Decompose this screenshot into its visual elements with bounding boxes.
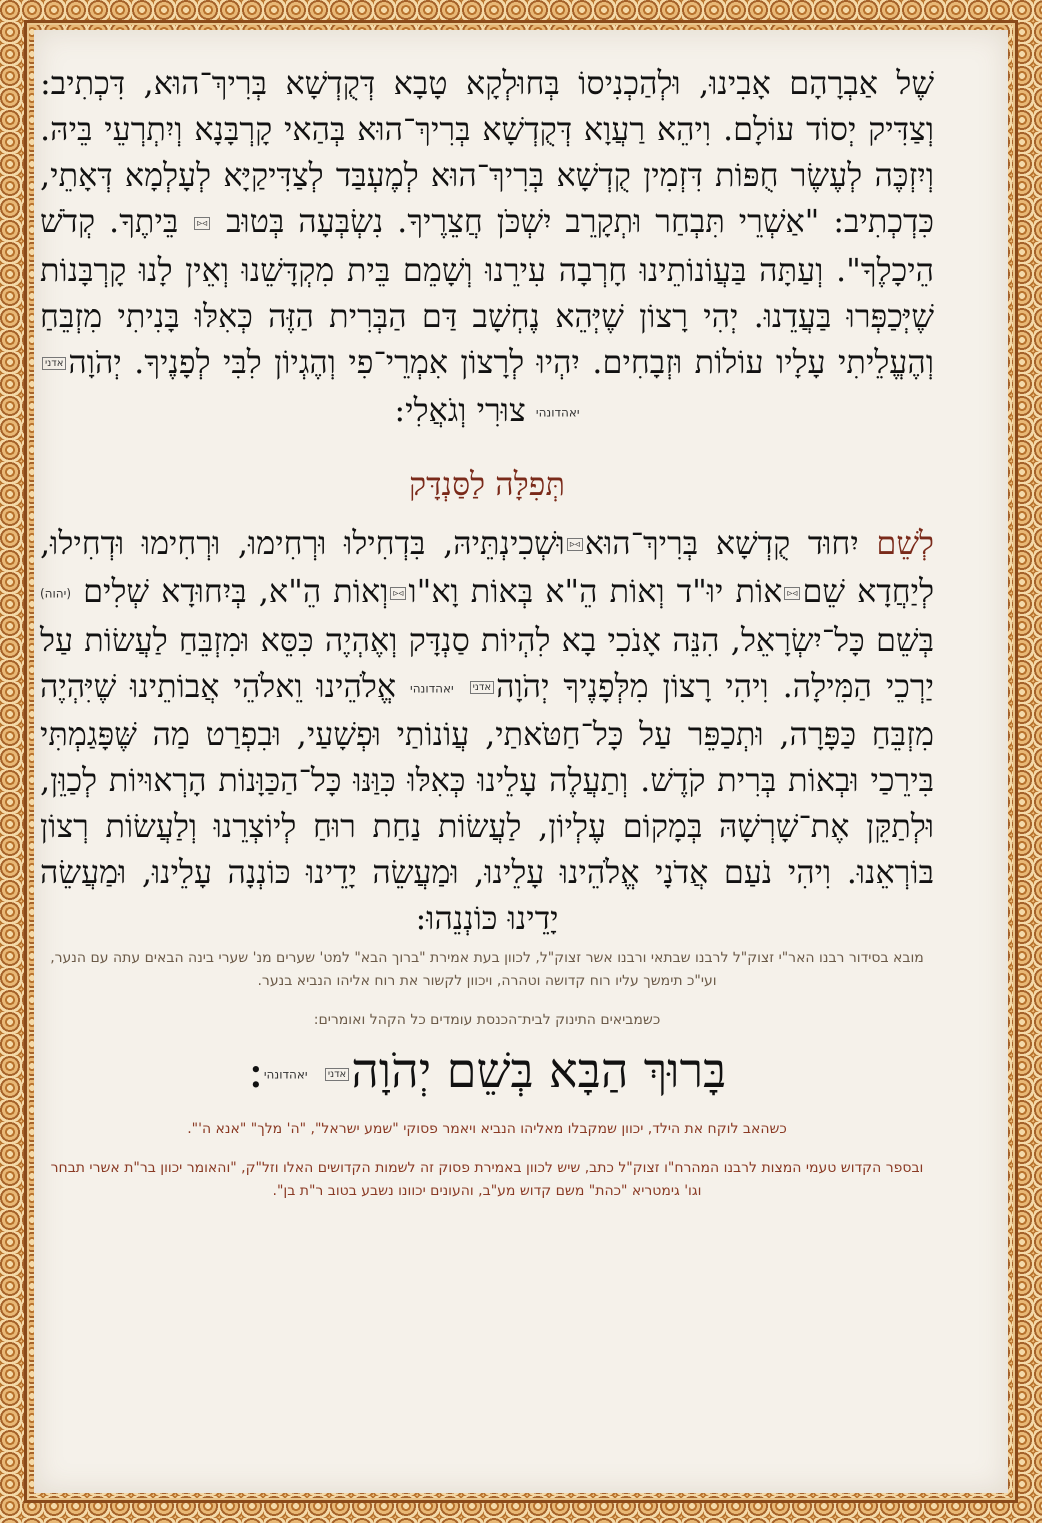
divine-name-tag-adni: אדני	[42, 357, 66, 370]
prayer2-text-e: בְּשֵׁם כָּל־יִשְׂרָאֵל, הִנֵּה אָנֹכִי בָא לִהְיוֹת סַנְדָּק וְאֶהְיֶה כִּסֵּא וּמִזְבֵּחַ לַעֲשׂוֹת עַל יַרְכֵי הַמִּילָה. וִיהִי רָצוֹן מִלְּפָנֶיךָ יְהֹוָה	[40, 620, 935, 705]
divine-name-tag-adni: אדני	[470, 681, 494, 694]
divine-name-tag-yah: יאהדונהי	[263, 1067, 308, 1082]
marker-box: ◃▹	[390, 587, 406, 600]
prayer2-text-b: וּשְׁכִינְתֵּיהּ, בִּדְחִילוּ וּרְחִימוּ, וּרְחִימוּ וּדְחִילוּ, לְיַחֲדָא שֵׁם	[40, 523, 935, 610]
prayer1-text-c: צוּרִי וְגֹאֲלִי:	[394, 391, 526, 429]
prayer2-text-d: וְאוֹת הֵ"א, בְּיִחוּדָא שְׁלִים	[83, 572, 389, 610]
baruch-text: בָּרוּךְ הַבָּא בְּשֵׁם יְהֹוָה	[351, 1043, 727, 1099]
baruch-end: :	[247, 1043, 264, 1099]
page-content	[40, 60, 934, 1203]
prayer-paragraph-2	[40, 520, 934, 942]
divine-name-tag-yhvh: (יהוה)	[40, 586, 71, 601]
prayer1-text-b: בֵּיתֶךָ. קְדֹשׁ הֵיכָלֶךָ". וְעַתָּה בַּעֲוֹנוֹתֵינוּ חָרְבָה עִירֵנוּ וְשָׁמֵם בֵּית מִקְדָּשֵׁנוּ וְאֵין לָנוּ קָרְבָּנוֹת שֶׁיְּכַפְּרוּ בַּעֲדֵנוּ. יְהִי רָצוֹן שֶׁיְּהֵא נֶחְשָׁב דַּם הַבְּרִית הַזֶּה כְּאִלּוּ בָּנִיתִי מִזְבֵּחַ וְהֶעֱלֵיתִי עָלָיו עוֹלוֹת וּזְבָחִים. יִהְיוּ לְרָצוֹן אִמְרֵי־פִי וְהֶגְיוֹן לִבִּי לְפָנֶיךָ. יְהֹוָה	[40, 202, 934, 381]
note-1: מובא בסידור רבנו האר"י זצוק"ל לרבנו שבתאי ורבנו אשר זצוק"ל, לכוון בעת אמירת "ברוך הבא" למט' שערים מנ' שערי בינה הבאים עתה עם הנער, ועי"כ תימשך עליו רוח קדושה וטהרה, ויכוון לקשור את רוח אליהו הנביא בנער.	[50, 950, 924, 989]
baruch-haba-heading	[40, 1036, 934, 1110]
divine-name-tag-adni: אדני	[325, 1068, 349, 1081]
prayer2-text-f: אֱלֹהֵינוּ וֵאלֹהֵי אֲבוֹתֵינוּ שֶׁיִּהְיֶה מִזְבֵּחַ כַּפָּרָה, וּתְכַפֵּר עַל כָּל־חַטֹּאתַי, עֲוֹנוֹתַי וּפְשָׁעַי, וּבִפְרַט מַה שֶּׁפָּגַמְתִּי בִּירֵכַי וּבְאוֹת בְּרִית קֹדֶשׁ. וְתַעֲלֶה עָלֵינוּ כְּאִלּוּ כִּוַּנּוּ כָּל־הַכַּוָּנוֹת הָרְאוּיוֹת לְכַוֵּן, וּלְתַקֵּן אֶת־שָׁרְשָׁהּ בְּמָקוֹם עֶלְיוֹן, לַעֲשׂוֹת נַחַת רוּחַ לְיוֹצְרֵנוּ וְלַעֲשׂוֹת רְצוֹן בּוֹרְאֵנוּ. וִיהִי נֹעַם אֲדֹנָי אֱלֹהֵינוּ עָלֵינוּ, וּמַעֲשֵׂה יָדֵינוּ כּוֹנְנָה עָלֵינוּ, וּמַעֲשֵׂה יָדֵינוּ כּוֹנְנֵהוּ:	[40, 666, 934, 937]
prayer-paragraph-1	[40, 60, 934, 436]
prayer2-text-c: אוֹת יוּ"ד וְאוֹת הֵ"א בְּאוֹת וָא"ו	[408, 572, 783, 610]
divine-name-tag-yah: יאהדונהי	[410, 681, 454, 695]
spacer	[40, 993, 934, 1003]
prayer2-text-a: יִחוּד קֻדְשָׁא בְּרִיךְ־הוּא	[584, 523, 859, 562]
note-2: כשמביאים התינוק לבית־הכנסת עומדים כל הקהל ואומרים:	[313, 1012, 661, 1028]
prayer2-lead-word: לְשֵׁם	[876, 523, 935, 562]
note-4: ובספר הקדוש טעמי המצות לרבנו המהרח"ו זצוק"ל כתב, שיש לכוון באמירת פסוק זה לשמות הקדושים האלו וזל"ק, "והאומר יכוון בר"ת אשרי תבחר וגו' גימטריא "כהת" משם קדוש מע"ב, והעונים יכוונו נשבע בטוב ר"ת בן".	[50, 1159, 924, 1199]
prayer1-text-a: שֶׁל אַבְרָהָם אָבִינוּ, וּלְהַכְנִיסוֹ בְּחוּלְקָא טָבָא דְּקֻדְשָׁא בְּרִיךְ־הוּא, דִּכְתִיב: וְצַדִּיק יְסוֹד עוֹלָם. וִיהֵא רַעֲוָא דְּקֻדְשָׁא בְּרִיךְ־הוּא בְּהַאי קָרְבָּנָא וְיִתְרְעֵי בֵּיהּ. וְיִזְכֶּה לְעֶשֶׂר חֻפּוֹת דִּזְמִין קֻדְשָׁא בְּרִיךְ־הוּא לְמֶעְבַּד לְצַדִּיקַיָּא לְעָלְמָא דְּאָתֵי, כִּדְכְתִיב: "אַשְׁרֵי תִּבְחַר וּתְקָרֵב יִשְׁכֹּן חֲצֵרֶיךָ. נִשְׂבְּעָה בְּטוּב	[40, 64, 935, 240]
note-3: כשהאב לוקח את הילד, יכוון שמקבלו מאליהו הנביא ויאמר פסוקי "שמע ישראל", "ה' מלך" "אנא ה'".	[187, 1120, 787, 1137]
spacer	[40, 1141, 934, 1151]
divine-name-tag-yah: יאהדונהי	[535, 405, 580, 420]
marker-box: ◃▹	[194, 217, 210, 230]
marker-box: ◃▹	[567, 538, 583, 551]
marker-box: ◃▹	[784, 587, 800, 600]
section-title: תְּפִלָּה לַסַּנְדָּק	[409, 464, 565, 503]
